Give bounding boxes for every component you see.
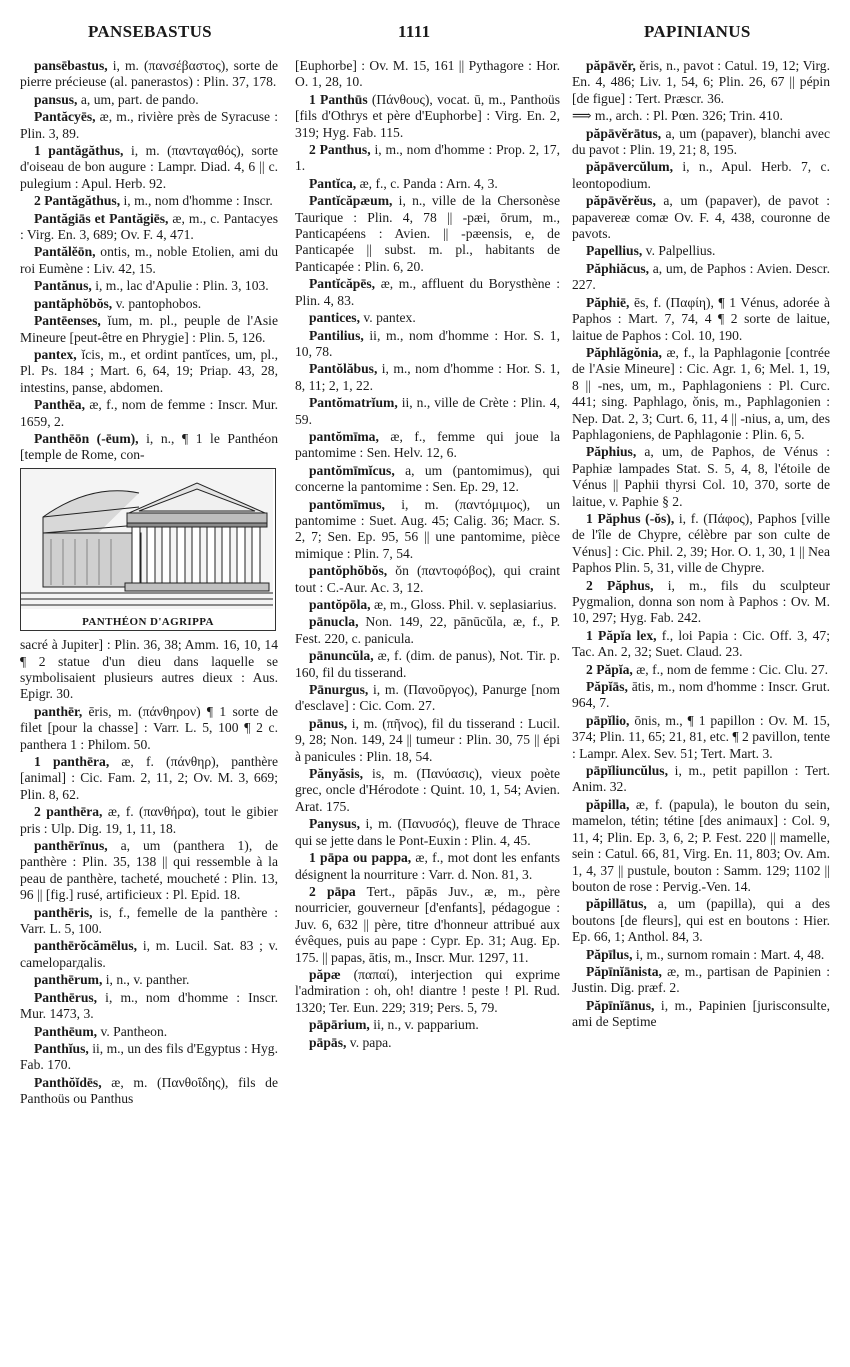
headword: panthēr,	[34, 703, 83, 719]
dictionary-entry	[295, 597, 560, 613]
definition: is, m. (Πανύασις), vieux poète grec, oncle d'Hérodote : Quint. 10, 1, 54; Avien. Arat. 175.	[295, 766, 560, 814]
dictionary-entry	[572, 444, 830, 510]
definition: v. papa.	[346, 1034, 392, 1050]
definition: v. Pantheon.	[97, 1023, 168, 1039]
dictionary-entry	[295, 648, 560, 681]
headword: Pantŏlăbus,	[309, 361, 378, 377]
headword: 2 Păpĭa,	[586, 661, 633, 677]
definition: i, n., v. panther.	[102, 972, 190, 988]
headword: pantăphŏbŏs,	[34, 295, 113, 311]
definition: i, m., fils du sculpteur Pygmalion, donna son nom à Paphos : Ov. M. 10, 297; Hyg. Fab. 242.	[572, 577, 830, 626]
definition: a, um (pantomimus), qui concerne la pantomime : Sen. Ep. 29, 12.	[295, 462, 560, 495]
definition: æ, m., rivière près de Syracuse : Plin. 3, 89.	[20, 109, 278, 141]
headword: Păphius,	[586, 444, 637, 460]
dictionary-entry	[572, 998, 830, 1031]
definition: i, m., nom d'homme : Inscr.	[120, 193, 273, 209]
dictionary-entry	[295, 682, 560, 715]
headword: păpāvĕr,	[586, 58, 636, 73]
headword: Panthŏĭdēs,	[34, 1074, 102, 1090]
definition: i, m., nom d'homme : Prop. 2, 17, 1.	[295, 142, 560, 174]
dictionary-entry	[20, 211, 278, 244]
pantheon-illustration-drawing	[21, 469, 273, 609]
column-2	[295, 58, 560, 1052]
definition: ⟹ m., arch. : Pl. Pœn. 326; Trin. 410.	[572, 108, 783, 124]
dictionary-entry	[295, 310, 560, 326]
dictionary-entry	[20, 1024, 278, 1040]
definition: æ, m., Gloss. Phil. v. seplasiarius.	[370, 597, 557, 612]
definition: a, um (panthera 1), de panthère : Plin. 35, 138 || qui ressemble à la peau de panthère, tacheté, moucheté : Plin. 13, 96 || [fig.] rusé, artificieux : Pl. Epid. 18.	[20, 838, 278, 903]
definition: v. pantophobos.	[112, 295, 202, 311]
definition: i, m., nom d'homme : Hor. S. 1, 8, 11; 2, 1, 22.	[295, 361, 560, 393]
headword: 2 Păphus,	[586, 577, 654, 593]
dictionary-entry	[572, 763, 830, 796]
dictionary-entry	[572, 58, 830, 107]
headword: Panysus,	[309, 816, 360, 832]
headword: 2 panthēra,	[34, 804, 103, 820]
dictionary-entry	[20, 938, 278, 971]
headword: 1 Păpĭa lex,	[586, 627, 657, 643]
definition: æ, f., femme qui joue la pantomime : Sen. Helv. 12, 6.	[295, 428, 560, 461]
headword: Pantĭca,	[309, 175, 357, 191]
dictionary-entry	[572, 578, 830, 627]
definition: æ, f. (πανθήρα), tout le gibier pris : Ulp. Dig. 19, 1, 11, 18.	[20, 804, 278, 836]
dictionary-entry	[295, 614, 560, 647]
dictionary-entry	[295, 395, 560, 428]
headword: pāpĭliuncŭlus,	[586, 763, 668, 779]
headword: Pantălĕōn,	[34, 244, 96, 260]
headword: Pănyăsis,	[309, 766, 364, 782]
definition: ĭcis, m., et ordint pantĭces, um, pl., Pl. Ps. 184 ; Mart. 6, 64, 19; Priap. 43, 28, intestins, panse, abdomen.	[20, 346, 278, 395]
definition: æ, m. (Πανθοΐδης), fils de Panthoüs ou Panthus	[20, 1074, 278, 1107]
headword: păpāvĕrātus,	[586, 125, 662, 141]
illustration-caption: PANTHÉON D'AGRIPPA	[82, 615, 214, 628]
headword: pānuncŭla,	[309, 648, 374, 664]
definition: æ, f. (πάνθηρ), panthère [animal] : Cic. Fam. 2, 11, 2; Ov. M. 3, 669; Plin. 8, 62.	[20, 754, 278, 802]
dictionary-entry	[295, 429, 560, 462]
headword: pāpās,	[309, 1034, 347, 1050]
running-head-right: PAPINIANUS	[644, 22, 751, 41]
definition: i, m., petit papillon : Tert. Anim. 32.	[572, 763, 830, 795]
definition: ii, n., ville de Crète : Plin. 4, 59.	[295, 395, 560, 427]
headword: 1 panthēra,	[34, 754, 110, 769]
definition: æ, f. (dim. de panus), Not. Tir. p. 160, fil du tisserand.	[295, 648, 560, 680]
headword: panthērŏcămēlus,	[34, 938, 138, 954]
dictionary-entry	[20, 990, 278, 1023]
definition: (παπαί), interjection qui exprime l'admiration : oh, oh! diantre ! peste ! Pl. Rud. 1320; Ter. Eun. 229; 319; Pers. 5, 79.	[295, 966, 560, 1015]
dictionary-entry	[295, 193, 560, 275]
headword: 1 pāpa ou pappa,	[309, 850, 412, 866]
entry-continuation	[572, 108, 830, 124]
headword: 1 pantăgăthus,	[34, 143, 124, 159]
definition: a, um, de Paphos, de Vénus : Paphiæ lampades Stat. S. 5, 4, 8, l'étoile de Vénus || Paphii thyrsi Col. 10, 370, sorte de laitue, v. Paphie § 2.	[572, 444, 830, 509]
headword: 2 Pantăgăthus,	[34, 193, 121, 209]
definition: ŏn (παντοφόβος), qui craint tout : C.-Aur. Ac. 3, 12.	[295, 563, 560, 595]
headword: pansēbastus,	[34, 58, 108, 73]
definition: i, m. (Πανυσός), fleuve de Thrace qui se jette dans le Pont-Euxin : Plin. 4, 45.	[295, 816, 560, 848]
headword: Panthēa,	[34, 397, 85, 413]
definition: æ, f., c. Panda : Arn. 4, 3.	[356, 175, 498, 191]
dictionary-entry	[20, 143, 278, 192]
definition: æ, f. (papula), le bouton du sein, mamelon, tétin; tétine [des animaux] : Col. 9, 11, 4; Plin. Ep. 3, 6, 2; P. Fest. 220 || mamelle, sein : Catul. 66, 81, Virg. En. 11, 803; Ov. Am. 1, 4, 37 || pustule, bouton : Samm. 129; 1102 || bouton de rose : Pervig.-Ven. 14.	[572, 796, 830, 894]
definition: i, m. (πανταγαθός), sorte d'oiseau de bon augure : Lampr. Diad. 4, 6 || c. pulegium : Apul. Herb. 92.	[20, 143, 278, 191]
headword: pantices,	[309, 310, 360, 326]
definition: a, um (papilla), qui a des boutons [de fleurs], qui est en boutons : Hier. Ep. 66, 1; Anthol. 84, 3.	[572, 896, 830, 945]
definition: ii, m., un des fils d'Egyptus : Hyg. Fab. 170.	[20, 1040, 278, 1073]
dictionary-entry	[295, 1035, 560, 1051]
headword: panthērum,	[34, 972, 103, 988]
dictionary-entry	[20, 244, 278, 277]
dictionary-entry	[20, 838, 278, 904]
dictionary-entry	[20, 278, 278, 294]
headword: Pānurgus,	[309, 682, 369, 698]
dictionary-entry	[20, 296, 278, 312]
dictionary-entry	[572, 261, 830, 294]
dictionary-entry	[20, 109, 278, 142]
definition: (Πάνθους), vocat. ū, m., Panthoüs [fils d'Othrys et père d'Euphorbe] : Virg. En. 2, 319; Hyg. Fab. 115.	[295, 91, 561, 140]
definition: i, n., ville de la Chersonèse Taurique : Plin. 4, 78 || -pæi, ōrum, m., Panticapéens : Avien. || -pæensis, e, de Panticapée || subst. m. pl., habitants de Panticapée : Plin. 6, 20.	[295, 193, 560, 274]
headword: Panthēōn (-ēum),	[34, 430, 139, 446]
headword: pantŏmīma,	[309, 428, 379, 444]
definition: i, m., Papinien [jurisconsulte, ami de Septime	[572, 997, 830, 1030]
dictionary-entry	[572, 679, 830, 712]
headword: păpilla,	[586, 796, 630, 812]
headword: Pantănus,	[34, 278, 92, 294]
dictionary-entry	[295, 1017, 560, 1033]
dictionary-entry	[572, 797, 830, 895]
definition: ii, m., nom d'homme : Hor. S. 1, 10, 78.	[295, 327, 560, 359]
headword: 1 Păphus (-ŏs),	[586, 510, 675, 526]
headword: 1 Panthūs	[309, 91, 368, 107]
definition: æ, m., c. Pantacyes : Virg. En. 3, 689; Ov. F. 4, 471.	[20, 210, 278, 243]
dictionary-entry	[20, 972, 278, 988]
definition: v. pantex.	[359, 310, 416, 326]
page-number: 1111	[398, 22, 431, 41]
dictionary-entry	[295, 92, 560, 141]
definition: æ, m., affluent du Borysthène : Plin. 4, 83.	[295, 276, 560, 308]
definition: ēris, m. (πάνθηρον) ¶ 1 sorte de filet [pour la chasse] : Varr. L. 5, 100 ¶ 2 c. panthera 1 : Philom. 50.	[20, 703, 278, 752]
dictionary-entry	[295, 716, 560, 765]
running-head-left: PANSEBASTUS	[88, 22, 212, 41]
dictionary-entry	[295, 563, 560, 596]
dictionary-entry	[572, 243, 830, 259]
headword: Pantăgiās et Pantăgiēs,	[34, 210, 169, 226]
definition: i, m. (πῆνος), fil du tisserand : Lucil. 9, 28; Non. 149, 24 || tumeur : Plin. 30, 75 || épi à panicules : Plin. 18, 54.	[295, 715, 560, 764]
definition: æ, f., nom de femme : Inscr. Mur. 1659, 2.	[20, 397, 278, 429]
definition: i, m. (Πανοῦργος), Panurge [nom d'esclave] : Cic. Com. 27.	[295, 682, 560, 714]
definition: f., loi Papia : Cic. Off. 3, 47; Tac. An. 2, 32; Suet. Claud. 23.	[572, 627, 830, 660]
definition: sacré à Jupiter] : Plin. 36, 38; Amm. 16, 10, 14 ¶ 2 statue d'un dieu dans laquelle se symbolisaient plusieurs autres dieux : Aus. Epigr. 30.	[20, 637, 278, 702]
definition: i, m., nom d'homme : Inscr. Mur. 1473, 3.	[20, 989, 278, 1022]
headword: pantŏpōla,	[309, 597, 371, 612]
dictionary-entry	[295, 463, 560, 496]
dictionary-entry	[20, 1041, 278, 1074]
dictionary-entry	[295, 967, 560, 1016]
headword: păpillātus,	[586, 896, 647, 912]
headword: păpāvercŭlum,	[586, 159, 673, 175]
headword: Pantĭcăpæum,	[309, 193, 393, 209]
column-3	[572, 58, 830, 1032]
dictionary-entry	[295, 766, 560, 815]
definition: i, f. (Πάφος), Paphos [ville de l'île de Chypre, célèbre par son culte de Vénus] : Cic. Phil. 2, 39; Hor. O. 1, 30, 1 || Nea Paphos Plin. 5, 31, ville de Chypre.	[572, 510, 830, 576]
headword: păpāvĕrĕus,	[586, 193, 656, 209]
headword: pansus,	[34, 91, 78, 107]
dictionary-entry	[572, 511, 830, 577]
definition: æ, f., mot dont les enfants désignent la nourriture : Varr. d. Non. 81, 3.	[295, 850, 560, 882]
headword: panthēris,	[34, 904, 93, 920]
headword: Panthĭus,	[34, 1040, 89, 1056]
definition: a, um, de Paphos : Avien. Descr. 227.	[572, 260, 830, 293]
definition: ōnis, m., ¶ 1 papillon : Ov. M. 15, 374; Plin. 11, 65; 21, 81, etc. ¶ 2 pavillon, tente : Lampr. Alex. Sev. 51; Tert. Mart. 3.	[572, 712, 830, 761]
dictionary-entry	[295, 850, 560, 883]
dictionary-entry	[572, 628, 830, 661]
headword: pantŏmīmus,	[309, 496, 385, 512]
dictionary-entry	[295, 884, 560, 966]
definition: i, m. (παντόμιμος), un pantomime : Suet. Aug. 45; Calig. 36; Macr. S. 2, 7; Sen. Ep. 95, 56 || une pantomime, pièce mimique : Plin. 7, 54.	[295, 496, 560, 561]
dictionary-entry	[295, 816, 560, 849]
dictionary-entry	[572, 896, 830, 945]
dictionary-entry	[295, 276, 560, 309]
dictionary-entry	[295, 176, 560, 192]
dictionary-entry	[572, 193, 830, 242]
headword: Păphlăgŏnia,	[586, 344, 662, 360]
definition: ontis, m., noble Etolien, ami du roi Eumène : Liv. 42, 15.	[20, 244, 278, 276]
dictionary-entry	[572, 713, 830, 762]
dictionary-entry	[20, 754, 278, 803]
dictionary-entry	[20, 92, 278, 108]
dictionary-entry	[295, 142, 560, 175]
definition: a, um, part. de pando.	[77, 91, 199, 107]
headword: Pantĭcăpēs,	[309, 276, 376, 292]
headword: 2 pāpa	[309, 883, 356, 899]
dictionary-entry	[295, 497, 560, 563]
dictionary-entry	[20, 804, 278, 837]
headword: Pantilius,	[309, 327, 364, 343]
pantheon-illustration	[20, 468, 276, 631]
headword: pānucla,	[309, 614, 359, 630]
headword: Păpīlus,	[586, 946, 633, 962]
headword: Pantăcyēs,	[34, 109, 96, 125]
definition: Tert., pāpās Juv., æ, m., père nourricier, gouverneur [d'enfants], pédagogue : Juv. 6, 632 || père, titre d'honneur attribué aux évêques, puis au pape : Cypr. Ep. 31; Aug. Ep. 175. || papas, ātis, m., Inscr. Mur. 1297, 11.	[295, 883, 560, 965]
dictionary-entry	[572, 947, 830, 963]
headword: Păpīnĭānus,	[586, 997, 655, 1013]
headword: Pantŏmatrĭum,	[309, 395, 398, 411]
definition: i, m. Lucil. Sat. 83 ; v. cameloparдalis.	[20, 938, 278, 970]
headword: panthērīnus,	[34, 838, 108, 854]
dictionary-entry	[572, 964, 830, 997]
dictionary-entry	[572, 345, 830, 443]
dictionary-entry	[572, 159, 830, 192]
definition: a, um (papaver), de pavot : papavereæ comæ Ov. F. 4, 438, couronne de pavots.	[572, 193, 830, 242]
entry-continuation	[295, 58, 560, 91]
headword: Păphiăcus,	[586, 260, 650, 276]
definition: i, n., ¶ 1 le Panthéon [temple de Rome, con-	[20, 430, 278, 463]
dictionary-entry	[572, 295, 830, 344]
definition: ii, n., v. papparium.	[369, 1017, 479, 1033]
definition: a, um (papaver), blanchi avec du pavot : Plin. 19, 21; 8, 195.	[572, 125, 830, 158]
headword: Pantēenses,	[34, 313, 101, 329]
headword: pāpĭlio,	[586, 712, 630, 728]
headword: pantŏphŏbŏs,	[309, 563, 388, 579]
definition: v. Palpellius.	[642, 243, 716, 259]
headword: Păpĭās,	[586, 679, 628, 695]
dictionary-entry	[572, 126, 830, 159]
headword: 2 Panthus,	[309, 142, 371, 158]
definition: Non. 149, 22, pānūcŭla, æ, f., P. Fest. 220, c. panicula.	[295, 614, 560, 646]
headword: Panthēum,	[34, 1023, 98, 1039]
headword: pāpārium,	[309, 1017, 370, 1033]
headword: Papellius,	[586, 243, 643, 259]
definition: ĭum, m. pl., peuple de l'Asie Mineure [peut-être en Phrygie] : Plin. 5, 126.	[20, 313, 278, 345]
definition: is, f., femelle de la panthère : Varr. L. 5, 100.	[20, 904, 278, 937]
dictionary-entry	[20, 1075, 278, 1108]
dictionary-entry	[20, 905, 278, 938]
definition: [Euphorbe] : Ov. M. 15, 161 || Pythagore : Hor. O. 1, 28, 10.	[295, 58, 560, 90]
dictionary-entry	[20, 431, 278, 464]
definition: i, m. (πανσέβαστος), sorte de pierre précieuse (al. panerastos) : Plin. 37, 178.	[20, 58, 278, 90]
definition: i, m., lac d'Apulie : Plin. 3, 103.	[91, 278, 269, 294]
definition: i, m., surnom romain : Mart. 4, 48.	[632, 946, 825, 962]
dictionary-entry	[295, 361, 560, 394]
definition: ĕris, n., pavot : Catul. 19, 12; Virg. En. 4, 486; Liv. 1, 54, 6; Plin. 26, 67 || pépin [de figue] : Tert. Præscr. 36.	[572, 58, 830, 106]
definition: ātis, m., nom d'homme : Inscr. Grut. 964, 7.	[572, 679, 830, 711]
column-1	[20, 58, 278, 1109]
dictionary-entry	[20, 193, 278, 209]
headword: păpæ	[309, 966, 341, 982]
dictionary-entry	[20, 397, 278, 430]
dictionary-entry	[20, 347, 278, 396]
dictionary-entry	[20, 704, 278, 753]
headword: pantŏmīmĭcus,	[309, 462, 395, 478]
headword: Panthērus,	[34, 989, 98, 1005]
definition: i, n., Apul. Herb. 7, c. leontopodium.	[572, 159, 830, 191]
headword: pantex,	[34, 346, 77, 362]
headword: Păphiē,	[586, 294, 630, 310]
dictionary-entry	[20, 58, 278, 91]
definition: æ, f., la Paphlagonie [contrée de l'Asie Mineure] : Cic. Agr. 1, 6; Mel. 1, 19, 8 || -nes, um, m., Paphlagoniens : Pl. Curc. 441; sing. Paphlago, ŏnis, m., Paphlagonien : Nep. Dat. 2, 3; Curt. 6, 11, 4 || -nius, a, um, des Paphlagoniens, de Paphlagonie : Plin. 6, 5.	[572, 344, 830, 442]
definition: æ, m., partisan de Papinien : Justin. Dig. præf. 2.	[572, 963, 830, 996]
dictionary-entry	[20, 313, 278, 346]
definition: æ, f., nom de femme : Cic. Clu. 27.	[632, 661, 829, 677]
headword: Păpīnĭānista,	[586, 963, 662, 979]
dictionary-entry	[295, 328, 560, 361]
entry-continuation	[20, 637, 278, 703]
headword: pānus,	[309, 715, 348, 731]
dictionary-entry	[572, 662, 830, 678]
definition: ēs, f. (Παφίη), ¶ 1 Vénus, adorée à Paphos : Mart. 7, 74, 4 ¶ 2 sorte de laitue, laitue de Paphos : Col. 10, 190.	[572, 294, 830, 343]
